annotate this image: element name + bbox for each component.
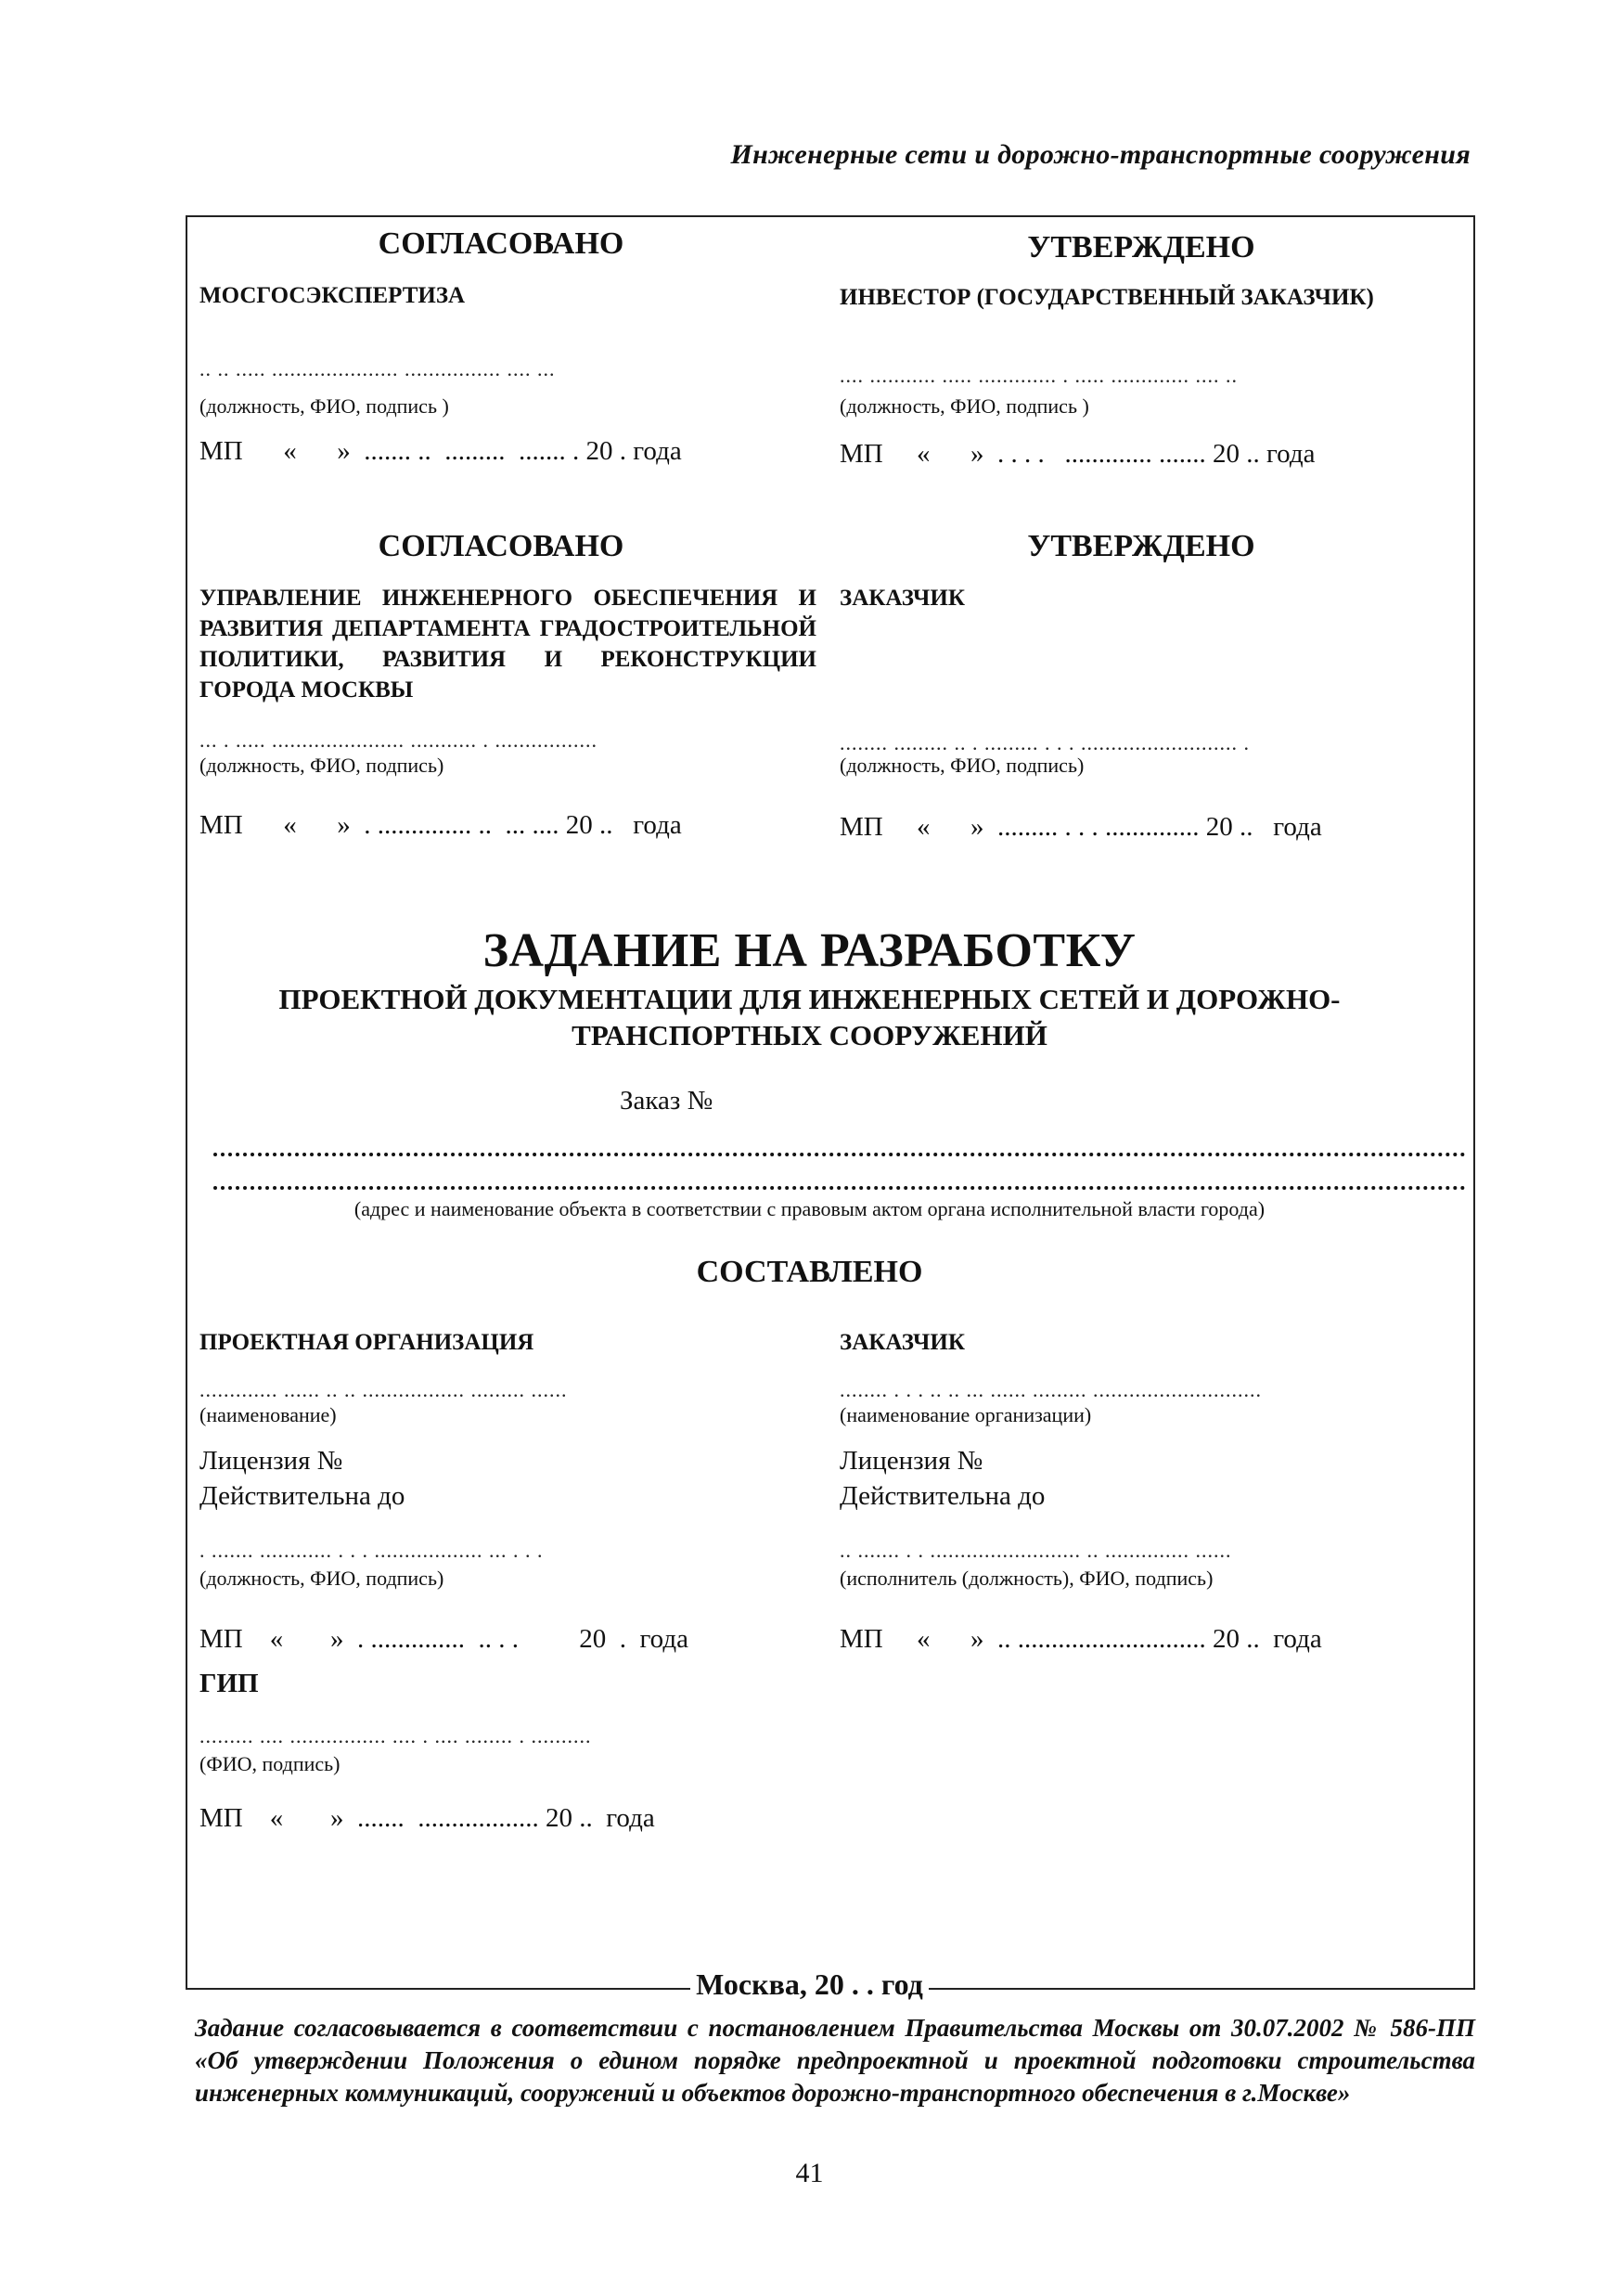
running-header: Инженерные сети и дорожно-транспортные сооружения (730, 139, 1471, 170)
customer-org-license: Лицензия № (840, 1446, 983, 1476)
block2-right-signature-hint: (должность, ФИО, подпись) (840, 754, 1085, 777)
customer-org-label: ЗАКАЗЧИК (840, 1330, 965, 1355)
design-org-label: ПРОЕКТНАЯ ОРГАНИЗАЦИЯ (199, 1330, 534, 1355)
customer-org-name-hint: (наименование организации) (840, 1403, 1092, 1426)
customer-date-line: МП « » .. ............................ 20 .. года (840, 1624, 1322, 1654)
order-number-label: Заказ № (620, 1086, 713, 1116)
block2-left-signature-hint: (должность, ФИО, подпись) (199, 754, 444, 777)
design-org-signature-hint: (должность, ФИО, подпись) (199, 1567, 444, 1590)
page-number: 41 (795, 2158, 824, 2188)
customer-signature-dots: .. ....... . . ......................... .. .............. ...... (840, 1539, 1232, 1562)
address-dotted-line-2 (213, 1186, 1466, 1190)
gip-date-line: МП « » ....... .................. 20 .. года (199, 1803, 655, 1833)
customer-org-name-dots: ........ . . . .. .. ... ...... ......... ............................ (840, 1378, 1262, 1401)
block2-left-org: УПРАВЛЕНИЕ ИНЖЕНЕРНОГО ОБЕСПЕЧЕНИЯ И РАЗВИТИЯ ДЕПАРТАМЕНТА ГРАДОСТРОИТЕЛЬНОЙ ПОЛИТИКИ, РАЗВИТИЯ И РЕКОНСТРУКЦИИ ГОРОДА МОСКВЫ (199, 586, 816, 703)
design-org-license: Лицензия № (199, 1446, 343, 1476)
city-year-text: Москва, 20 . . год (690, 1967, 929, 2001)
block2-right-heading: УТВЕРЖДЕНО (1027, 529, 1255, 563)
block1-right-org: ИНВЕСТОР (ГОСУДАРСТВЕННЫЙ ЗАКАЗЧИК) (840, 285, 1374, 310)
block1-right-date-line: МП « » . . . . ............. ....... 20 .. года (840, 439, 1316, 469)
document-subtitle-line1: ПРОЕКТНОЙ ДОКУМЕНТАЦИИ ДЛЯ ИНЖЕНЕРНЫХ СЕТЕЙ И ДОРОЖНО- (278, 983, 1341, 1015)
block2-left-signature-dots: ... . ..... ...................... ........... . ................. (199, 729, 597, 752)
customer-org-valid-until: Действительна до (840, 1481, 1046, 1511)
composed-heading: СОСТАВЛЕНО (696, 1255, 923, 1289)
address-dotted-line-1 (213, 1153, 1466, 1156)
block2-right-signature-dots: ........ ......... .. . ......... . . . .......................... . (840, 731, 1250, 755)
block2-left-date-line: МП « » . .............. .. ... .... 20 .. года (199, 810, 682, 840)
design-org-valid-until: Действительна до (199, 1481, 405, 1511)
design-org-date-line: МП « » . .............. .. . . 20 . года (199, 1624, 688, 1654)
block1-left-date-line: МП « » ....... .. ......... ....... . 20 . года (199, 436, 682, 466)
customer-signature-hint: (исполнитель (должность), ФИО, подпись) (840, 1567, 1214, 1590)
design-org-name-dots: ............. ...... .. .. ................. ......... ...... (199, 1378, 568, 1401)
block1-left-signature-dots: .. .. ..... ..................... ................ .... ... (199, 357, 556, 381)
city-year (0, 1967, 1619, 2002)
block1-right-signature-dots: .... ........... ..... ............. . ..... ............. .... .. (840, 364, 1238, 387)
block2-left-heading: СОГЛАСОВАНО (378, 529, 624, 563)
block2-right-org: ЗАКАЗЧИК (840, 586, 965, 611)
gip-signature-dots: ......... .... ................ .... . .... ........ . .......... (199, 1724, 592, 1748)
block1-left-org: МОСГОСЭКСПЕРТИЗА (199, 283, 466, 308)
gip-label: ГИП (199, 1669, 259, 1698)
document-title: ЗАДАНИЕ НА РАЗРАБОТКУ (482, 924, 1137, 977)
footer-note: Задание согласовывается в соответствии с постановлением Правительства Москвы от 30.07.2002 № 586-ПП «Об утверждении Положения о едином порядке предпроектной и проектной подготовки строительства инженерных коммуникаций, сооружений и объектов дорожно-транспортного обеспечения в г.Москве» (195, 2014, 1475, 2107)
design-org-signature-dots: . ....... ............ . . . .................. ... . . . (199, 1539, 544, 1562)
block1-right-heading: УТВЕРЖДЕНО (1027, 230, 1255, 264)
document-subtitle-line2: ТРАНСПОРТНЫХ СООРУЖЕНИЙ (572, 1019, 1047, 1051)
design-org-name-hint: (наименование) (199, 1403, 337, 1426)
block1-right-signature-hint: (должность, ФИО, подпись ) (840, 394, 1089, 418)
gip-signature-hint: (ФИО, подпись) (199, 1752, 341, 1775)
block1-left-heading: СОГЛАСОВАНО (378, 226, 624, 261)
block1-left-signature-hint: (должность, ФИО, подпись ) (199, 394, 449, 418)
address-hint: (адрес и наименование объекта в соответствии с правовым актом органа исполнительной власти города) (353, 1197, 1266, 1220)
block2-right-date-line: МП « » ......... . . . .............. 20 .. года (840, 812, 1322, 842)
